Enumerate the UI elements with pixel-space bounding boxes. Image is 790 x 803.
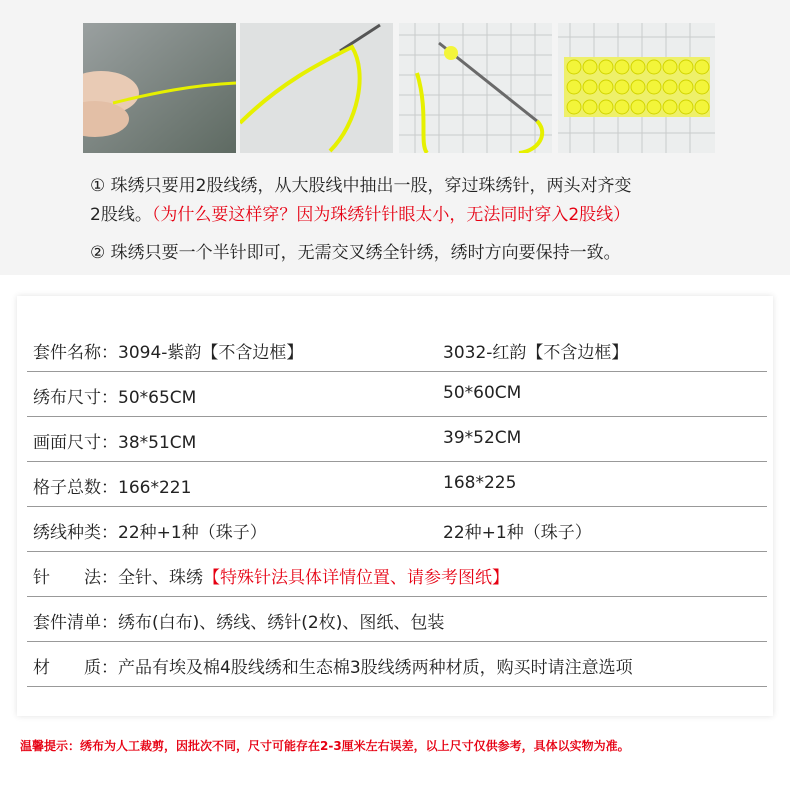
- instruction-reason-note: （为什么要这样穿？因为珠绣针针眼太小，无法同时穿入2股线）: [151, 205, 631, 225]
- spec-row-kit-list: [27, 596, 767, 642]
- spec-value: 3094-紫韵【不含边框】: [118, 343, 304, 363]
- spec-row-image-size: [27, 416, 767, 462]
- spec-cell-right: 168*225: [443, 473, 517, 493]
- spec-row-fabric-size: [27, 371, 767, 417]
- spec-label-b: 法：: [84, 568, 118, 588]
- instruction-step1-line2: [90, 203, 630, 227]
- spec-value: 22种+1种（珠子）: [118, 523, 267, 543]
- spec-row-thread-types: [27, 506, 767, 552]
- spec-label-a: 材: [33, 658, 50, 678]
- spec-cell-right: 22种+1种（珠子）: [443, 523, 592, 543]
- spec-row-grid-count: [27, 461, 767, 507]
- spec-value: 绣布(白布)、绣线、绣针(2枚)、图纸、包装: [118, 613, 445, 633]
- spec-value: 全针、珠绣: [118, 568, 203, 588]
- photo-bead-needle: [399, 23, 552, 153]
- spec-row-stitch: [27, 551, 767, 597]
- spec-value: 166*221: [118, 478, 192, 498]
- spec-cell-left: [33, 428, 196, 453]
- spec-row-kit-name: [27, 326, 767, 372]
- spec-label-b: 质：: [84, 658, 118, 678]
- instruction-step1-tail: 2股线。: [90, 205, 152, 225]
- spec-label: 画面尺寸：: [33, 433, 118, 453]
- spec-cell-left: [33, 563, 509, 588]
- spec-cell-left: [33, 608, 444, 633]
- spec-stitch-note: 【特殊针法具体详情位置、请参考图纸】: [203, 568, 509, 588]
- spec-cell-left: [33, 653, 633, 678]
- spec-label: 套件清单：: [33, 613, 118, 633]
- spec-value: 50*65CM: [118, 388, 197, 408]
- spec-label: 绣线种类：: [33, 523, 118, 543]
- instruction-step1-line1: ① 珠绣只要用2股线绣，从大股线中抽出一股，穿过珠绣针，两头对齐变: [90, 176, 632, 196]
- spec-label: 套件名称：: [33, 343, 118, 363]
- instruction-section: [0, 0, 790, 275]
- spec-cell-left: [33, 383, 196, 408]
- photo-thread-fingers: [83, 23, 236, 153]
- spec-value: 产品有埃及棉4股线绣和生态棉3股线绣两种材质，购买时请注意选项: [118, 658, 633, 678]
- photo-beaded-sample: [558, 23, 715, 153]
- spec-row-material: [27, 641, 767, 687]
- photo-strip: [83, 23, 715, 153]
- spec-label-a: 针: [33, 568, 50, 588]
- instruction-step2: ② 珠绣只要一个半针即可，无需交叉绣全针绣，绣时方向要保持一致。: [90, 243, 621, 263]
- photo-needle-threaded: [240, 23, 393, 153]
- spec-cell-left: [33, 518, 267, 543]
- spec-cell-right: 50*60CM: [443, 383, 522, 403]
- spec-cell-left: [33, 338, 303, 363]
- spec-cell-left: [33, 473, 191, 498]
- spec-table: [17, 296, 773, 716]
- spec-cell-right: 3032-红韵【不含边框】: [443, 343, 629, 363]
- spec-label: 绣布尺寸：: [33, 388, 118, 408]
- spec-cell-right: 39*52CM: [443, 428, 522, 448]
- spec-value: 38*51CM: [118, 433, 197, 453]
- warm-tip: 温馨提示：绣布为人工裁剪，因批次不同，尺寸可能存在2-3厘米左右误差，以上尺寸仅供参考，具体以实物为准。: [20, 739, 630, 753]
- spec-label: 格子总数：: [33, 478, 118, 498]
